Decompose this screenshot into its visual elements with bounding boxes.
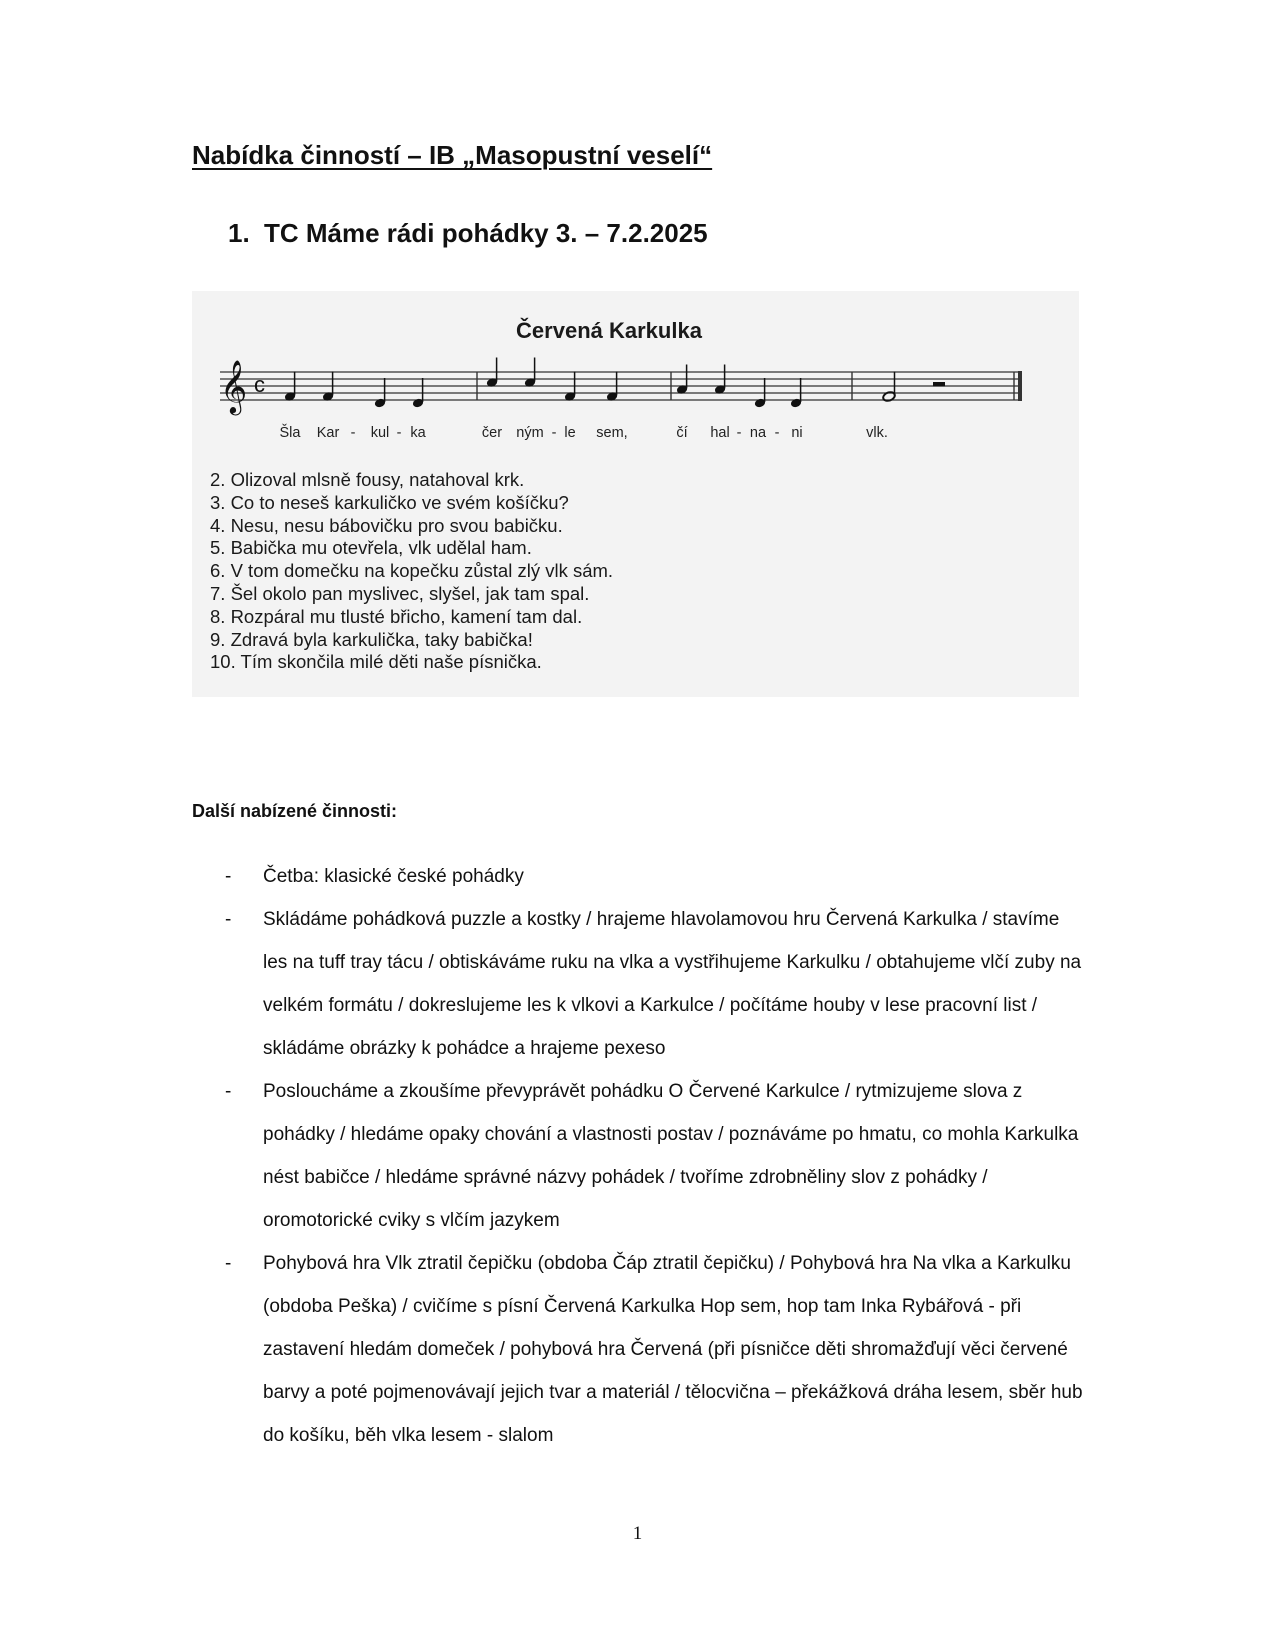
lyric-syllable: kul [370, 425, 390, 441]
song-sheet [192, 291, 1079, 697]
staff-lines [220, 372, 1021, 400]
activity-item [225, 1070, 1085, 1242]
bullet-dash: - [225, 1253, 232, 1274]
document-title: Nabídka činností – IB „Masopustní veselí“ [192, 140, 713, 170]
quarter-note-icon [486, 358, 498, 388]
activity-text: Posloucháme a zkoušíme převyprávět pohádku O Červené Karkulce / rytmizujeme slova z pohádky / hledáme opaky chování a vlastnosti postav / poznáváme po hmatu, co mohla Karkulka nést babičce / hledáme správné názvy pohádek / tvoříme zdrobněliny slov z pohádky / oromotorické cviky s vlčím jazykem [263, 1081, 1079, 1231]
quarter-note-icon [564, 372, 576, 402]
activity-list [225, 855, 1085, 1457]
activity-text: Skládáme pohádková puzzle a kostky / hrajeme hlavolamovou hru Červená Karkulka / stavíme les na tuff tray tácu / obtiskáváme ruku na vlka a vystřihujeme Karkulku / obtahujeme vlčí zuby na velkém formátu / dokreslujeme les k vlkovi a Karkulce / počítáme houby v lese pracovní list / skládáme obrázky k pohádce a hrajeme pexeso [263, 909, 1082, 1059]
quarter-note-icon [714, 365, 726, 395]
song-title: Červená Karkulka [516, 318, 702, 343]
verse-list [210, 469, 613, 674]
bullet-dash: - [225, 909, 232, 930]
activity-item [225, 855, 1085, 898]
verse-line: 5. Babička mu otevřela, vlk udělal ham. [210, 537, 532, 559]
lyrics-line [280, 424, 888, 441]
activity-item [225, 898, 1085, 1070]
quarter-note-icon [524, 358, 536, 388]
bullet-dash: - [225, 1081, 232, 1102]
time-signature: c [254, 372, 265, 397]
sheet-music [192, 291, 1079, 451]
verse-line: 8. Rozpáral mu tlusté břicho, kamení tam dal. [210, 605, 583, 627]
page-number: 1 [632, 1523, 643, 1544]
lyric-hyphen: - [396, 425, 402, 441]
lyric-syllable: ným [516, 425, 544, 441]
section-label: TC Máme rádi pohádky 3. – 7.2.2025 [264, 218, 708, 248]
activity-text: Pohybová hra Vlk ztratil čepičku (obdoba Čáp ztratil čepičku) / Pohybová hra Na vlka a Karkulku (obdoba Peška) / cvičíme s písní Červená Karkulka Hop sem, hop tam Inka Rybářová - při zastavení hledám domeček / pohybová hra Červená (při písničce děti shromažďují věci červené barvy a poté pojmenovávají jejich tvar a materiál / tělocvična – překážková dráha lesem, sběr hub do košíku, běh vlka lesem - slalom [263, 1253, 1083, 1446]
lyric-syllable: Šla [279, 425, 301, 441]
activity-text: Četba: klasické české pohádky [263, 866, 524, 887]
lyric-syllable: le [564, 425, 576, 441]
treble-clef-icon: 𝄞 [220, 360, 248, 412]
section-heading [228, 218, 708, 249]
lyric-hyphen: - [774, 425, 780, 441]
verse-line: 2. Olizoval mlsně fousy, natahoval krk. [210, 469, 525, 490]
quarter-note-icon [284, 372, 296, 402]
half-note-icon [882, 372, 896, 403]
note-group [284, 358, 945, 409]
half-rest-icon [933, 382, 945, 387]
other-activities-heading: Další nabízené činnosti: [192, 801, 398, 821]
lyric-syllable: čí [676, 425, 688, 441]
lyric-syllable: hal [710, 425, 730, 441]
lyric-hyphen: - [736, 425, 742, 441]
bullet-dash: - [225, 866, 232, 887]
activity-item [225, 1242, 1085, 1457]
lyric-syllable: ka [410, 425, 426, 441]
lyric-hyphen: - [551, 425, 557, 441]
lyric-syllable: sem, [596, 425, 628, 441]
quarter-note-icon [676, 365, 688, 395]
verse-line: 10. Tím skončila milé děti naše písnička. [210, 651, 542, 673]
lyric-syllable: ni [791, 425, 803, 441]
lyric-hyphen: - [350, 425, 356, 441]
verse-line: 4. Nesu, nesu bábovičku pro svou babičku. [210, 514, 563, 536]
lyric-syllable: na [749, 425, 767, 441]
section-number: 1. [228, 218, 250, 248]
quarter-note-icon [606, 372, 618, 402]
lyric-syllable: vlk. [866, 425, 888, 441]
lyric-syllable: Kar [316, 425, 340, 441]
lyric-syllable: čer [481, 425, 503, 441]
verse-line: 9. Zdravá byla karkulička, taky babička! [210, 628, 533, 650]
verse-line: 6. V tom domečku na kopečku zůstal zlý vlk sám. [210, 560, 614, 582]
verse-line: 7. Šel okolo pan myslivec, slyšel, jak tam spal. [210, 582, 590, 604]
quarter-note-icon [322, 372, 334, 402]
verse-line: 3. Co to neseš karkuličko ve svém košíčku? [210, 491, 569, 513]
